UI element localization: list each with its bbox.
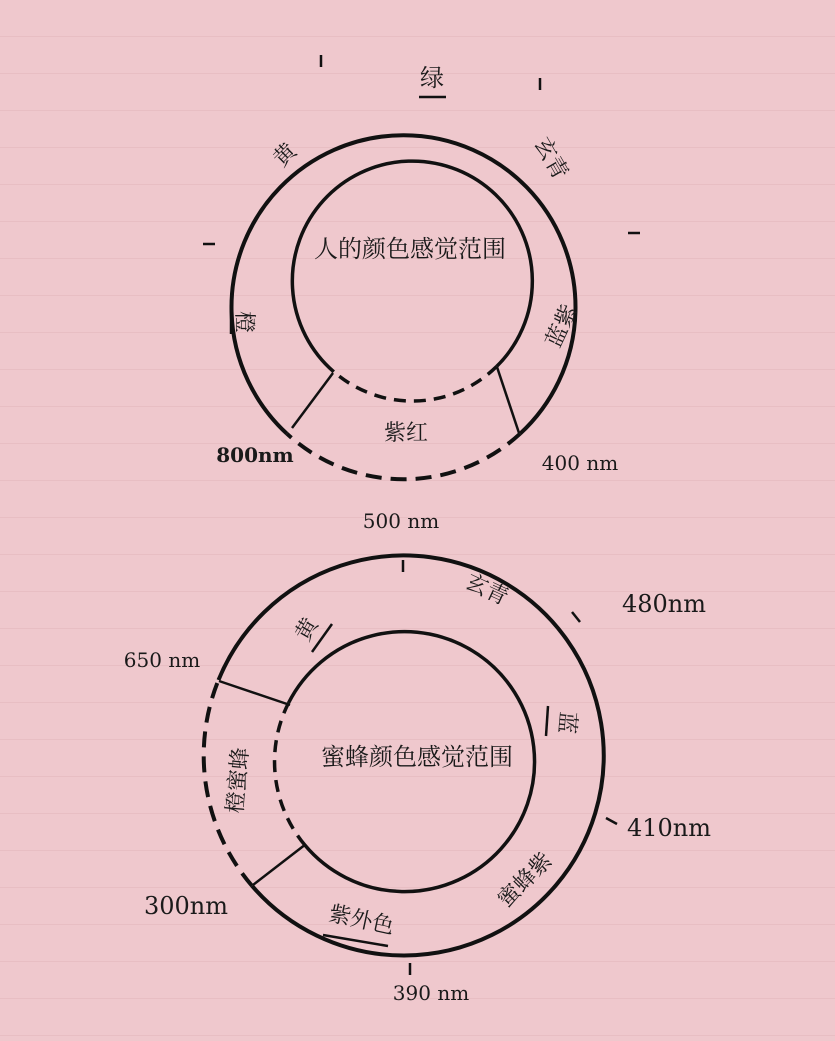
human-outer-ring: [231, 135, 575, 433]
color-label-blue-violet: 蓝紫: [541, 301, 583, 352]
tick-mark: [606, 818, 617, 824]
color-label-yellow-bee: 黄: [291, 613, 324, 646]
color-label-orange-bee: 橙蜜蜂: [223, 746, 254, 815]
human-connector-800: [292, 373, 333, 428]
wavelength-label-800: 800nm: [216, 443, 294, 467]
wavelength-label-390: 390 nm: [392, 981, 470, 1005]
wavelength-label-480: 480nm: [621, 590, 707, 618]
bee-connector-650: [219, 681, 290, 705]
color-label-cyan-bee: 玄青: [461, 569, 512, 611]
color-label-green: 绿: [420, 64, 444, 92]
wavelength-label-410: 410nm: [626, 814, 712, 842]
color-label-bee-purple: 蜜蜂紫: [493, 848, 558, 913]
human-connector-400: [497, 367, 519, 433]
human-inner-ring: [292, 161, 532, 372]
wavelength-label-400: 400 nm: [541, 451, 619, 475]
color-label-ultraviolet: 紫外色: [326, 901, 397, 940]
human-color-diagram: [203, 55, 640, 479]
inner-label-human: 人的颜色感觉范围: [314, 235, 506, 263]
wavelength-label-650: 650 nm: [123, 648, 201, 672]
color-label-purple-red: 紫红: [383, 421, 429, 446]
color-label-yellow: 黄: [268, 138, 303, 173]
color-label-orange: 橙: [231, 310, 256, 334]
color-label-blue-bee: 蓝: [553, 710, 580, 735]
bee-color-diagram: [124, 509, 711, 1005]
wavelength-label-300: 300nm: [143, 892, 229, 920]
blue-bee-underline: [546, 706, 548, 736]
inner-label-bee: 蜜蜂颜色感觉范围: [321, 743, 513, 771]
color-label-cyan: 玄青: [528, 133, 573, 185]
human-inner-ring-dashed: [334, 366, 497, 401]
wavelength-label-500: 500 nm: [362, 509, 440, 533]
bee-inner-ring-dashed: [275, 703, 305, 845]
bee-connector-300: [253, 844, 306, 885]
tick-mark: [572, 612, 580, 622]
